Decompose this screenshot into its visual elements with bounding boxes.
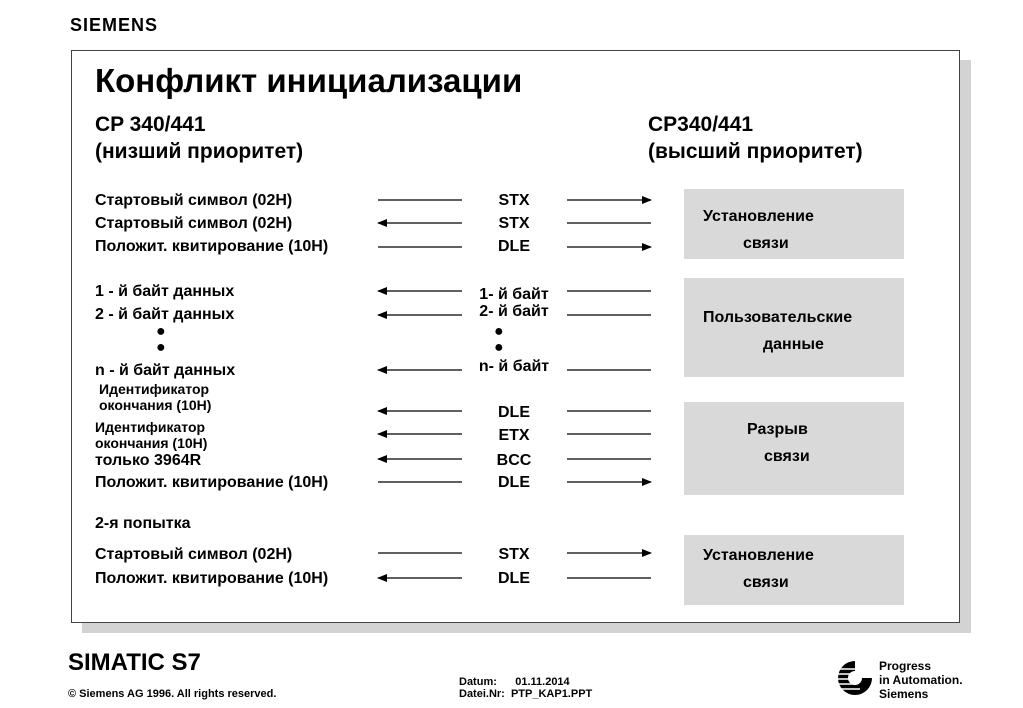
slogan-line: Siemens (879, 687, 929, 701)
row-label: Положит. квитирование (10H) (95, 474, 329, 491)
row-label: n - й байт данных (95, 362, 236, 379)
left-station-priority: (низший приоритет) (95, 140, 304, 163)
date-label: Datum: 01.11.2014 (459, 676, 570, 688)
product-name: SIMATIC S7 (68, 649, 201, 676)
phase-label-line: Разрыв (747, 421, 808, 438)
phase-label-line: связи (764, 448, 810, 465)
row-label: только 3964R (95, 452, 202, 469)
signal-label: 1- й байт (479, 286, 549, 303)
ellipsis-dot: ● (156, 323, 166, 340)
signal-label: DLE (498, 570, 530, 587)
signal-label: BCC (496, 452, 532, 469)
phase-label-line: Установление (703, 208, 814, 225)
section-label-second-attempt: 2-я попытка (95, 515, 191, 532)
ellipsis-dot: ● (494, 339, 504, 356)
copyright-notice: © Siemens AG 1996. All rights reserved. (68, 688, 277, 700)
slogan-line: in Automation. (879, 673, 963, 687)
signal-label: DLE (498, 404, 530, 421)
signal-label: STX (498, 192, 530, 209)
slogan-line: Progress (879, 659, 932, 673)
slide-title: Конфликт инициализации (95, 62, 523, 99)
row-label: Положит. квитирование (10H) (95, 570, 329, 587)
phase-label-line: Установление (703, 547, 814, 564)
row-label-line: Идентификатор (99, 381, 210, 397)
row-label: Стартовый символ (02H) (95, 546, 293, 563)
row-label: Стартовый символ (02H) (95, 192, 293, 209)
row-label: Положит. квитирование (10H) (95, 238, 329, 255)
phase-label-line: связи (743, 235, 789, 252)
row-label-line: Идентификатор (95, 419, 206, 435)
phase-label-line: Пользовательские (703, 309, 853, 326)
row-label: Стартовый символ (02H) (95, 215, 293, 232)
signal-label: DLE (498, 238, 530, 255)
signal-label: DLE (498, 474, 530, 491)
row-label-line: окончания (10H) (95, 435, 208, 451)
phase-label-line: данные (763, 336, 824, 353)
signal-label: ETX (498, 427, 530, 444)
signal-label: n- й байт (478, 358, 550, 375)
phase-label-line: связи (743, 574, 789, 591)
company-slogan (879, 659, 963, 701)
siemens-brand-logo: SIEMENS (70, 15, 159, 35)
left-station-name: CP 340/441 (95, 113, 206, 136)
row-label: 2 - й байт данных (95, 306, 235, 323)
row-label-line: окончания (10H) (99, 397, 212, 413)
progress-logo-icon (836, 659, 874, 697)
right-station-priority: (высший приоритет) (648, 140, 863, 163)
signal-label: STX (498, 546, 530, 563)
right-station-name: CP340/441 (648, 113, 754, 136)
ellipsis-dot: ● (494, 323, 504, 340)
row-label: 1 - й байт данных (95, 283, 235, 300)
ellipsis-dot: ● (156, 339, 166, 356)
file-number-label: Datei.Nr: PTP_KAP1.PPT (459, 688, 593, 700)
signal-label: STX (498, 215, 530, 232)
signal-label: 2- й байт (479, 303, 549, 320)
